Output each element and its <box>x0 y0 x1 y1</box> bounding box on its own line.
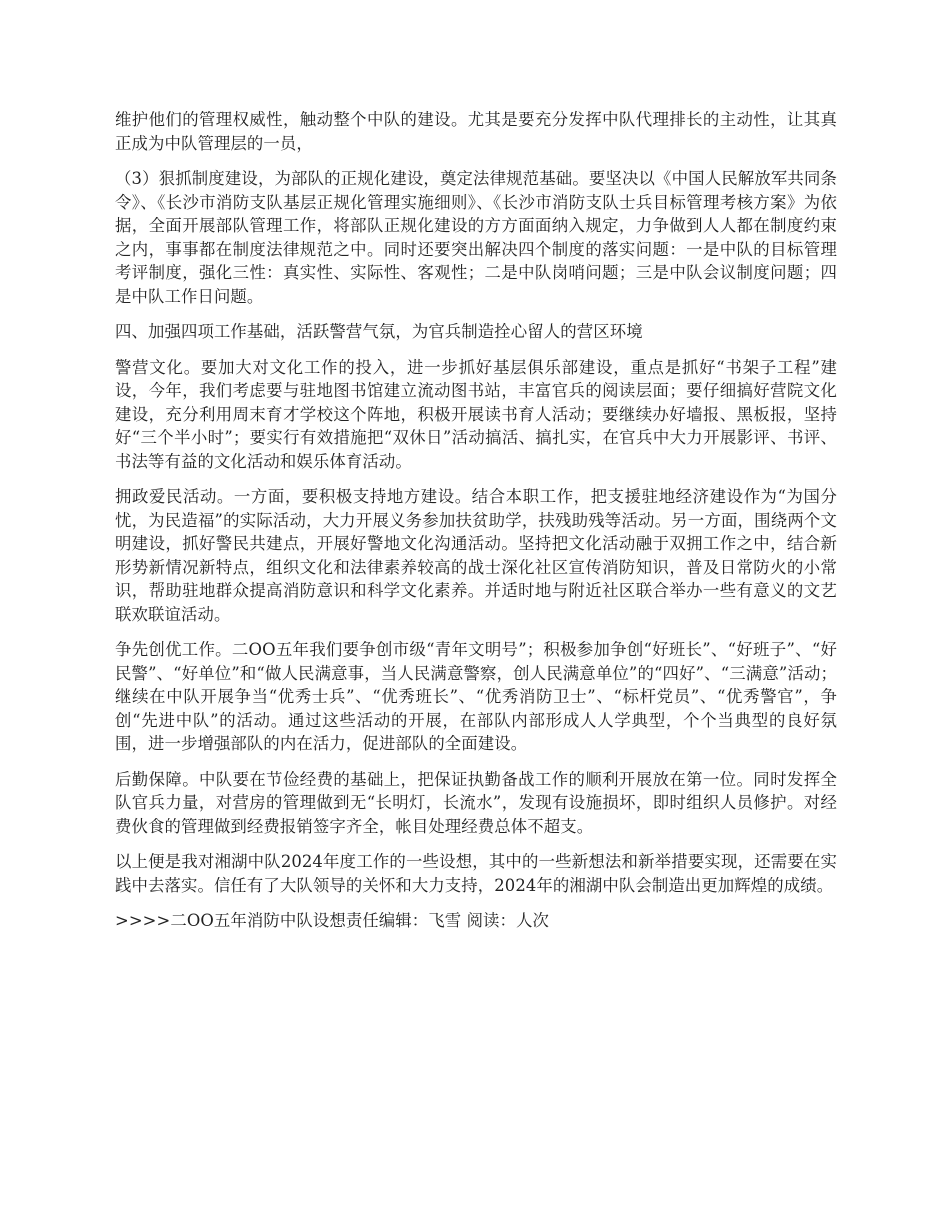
paragraph-management-authority: 维护他们的管理权威性，触动整个中队的建设。尤其是要充分发挥中队代理排长的主动性，让其真正成为中队管理层的一员， <box>115 110 837 153</box>
section-heading-four: 四、加强四项工作基础，活跃警营气氛，为官兵制造拴心留人的营区环境 <box>115 322 643 341</box>
paragraph-institution-building: （3）狠抓制度建设，为部队的正规化建设，奠定法律规范基础。要坚决以《中国人民解放军共同条令》、《长沙市消防支队基层正规化管理实施细则》、《长沙市消防支队士兵目标管理考核方案》为依据，全面开展部队管理工作，将部队正规化建设的方方面面纳入规定，力争做到人人都在制度约束之内，事事都在制度法律规范之中。同时还要突出解决四个制度的落实问题：一是中队的目标管理考评制度，强化三性：真实性、实际性、客观性；二是中队岗哨问题；三是中队会议制度问题；四是中队工作日问题。 <box>115 169 837 306</box>
document-body <box>115 108 837 945</box>
paragraph-civil-military-activities: 拥政爱民活动。一方面，要积极支持地方建设。结合本职工作，把支援驻地经济建设作为“为国分忧，为民造福”的实际活动，大力开展义务参加扶贫助学，扶残助残等活动。另一方面，围绕两个文明建设，抓好警民共建点，开展好警地文化沟通活动。坚持把文化活动融于双拥工作之中，结合新形势新情况新特点，组织文化和法律素养较高的战士深化社区宣传消防知识，普及日常防火的小常识，帮助驻地群众提高消防意识和科学文化素养。并适时地与附近社区联合举办一些有意义的文艺联欢联谊活动。 <box>115 487 837 624</box>
paragraph-excellence-campaign: 争先创优工作。二OO五年我们要争创市级“青年文明号”；积极参加争创“好班长”、“好班子”、“好民警”、“好单位”和“做人民满意事，当人民满意警察，创人民满意单位”的“四好”、“三满意”活动；继续在中队开展争当“优秀士兵”、“优秀班长”、“优秀消防卫士”、“标杆党员”、“优秀警官”，争创“先进中队”的活动。通过这些活动的开展，在部队内部形成人人学典型，个个当典型的良好氛围，进一步增强部队的内在活力，促进部队的全面建设。 <box>115 640 837 753</box>
paragraph-barracks-culture: 警营文化。要加大对文化工作的投入，进一步抓好基层俱乐部建设，重点是抓好“书架子工程”建设，今年，我们考虑要与驻地图书馆建立流动图书站，丰富官兵的阅读层面；要仔细搞好营院文化建设，充分利用周末育才学校这个阵地，积极开展读书育人活动；要继续办好墙报、黑板报，坚持好“三个半小时”；要实行有效措施把“双休日”活动搞活、搞扎实，在官兵中大力开展影评、书评、书法等有益的文化活动和娱乐体育活动。 <box>115 357 837 471</box>
footer-editor-line: >>>>二OO五年消防中队设想责任编辑：飞雪 阅读：人次 <box>115 911 550 930</box>
paragraph-logistics: 后勤保障。中队要在节俭经费的基础上，把保证执勤备战工作的顺利开展放在第一位。同时发挥全队官兵力量，对营房的管理做到无“长明灯，长流水”，发现有设施损坏，即时组织人员修护。对经费伙食的管理做到经费报销签字齐全，帐目处理经费总体不超支。 <box>115 769 837 836</box>
paragraph-conclusion: 以上便是我对湘湖中队2024年度工作的一些设想，其中的一些新想法和新举措要实现，还需要在实践中去落实。信任有了大队领导的关怀和大力支持，2024年的湘湖中队会制造出更加辉煌的成绩。 <box>115 852 837 895</box>
